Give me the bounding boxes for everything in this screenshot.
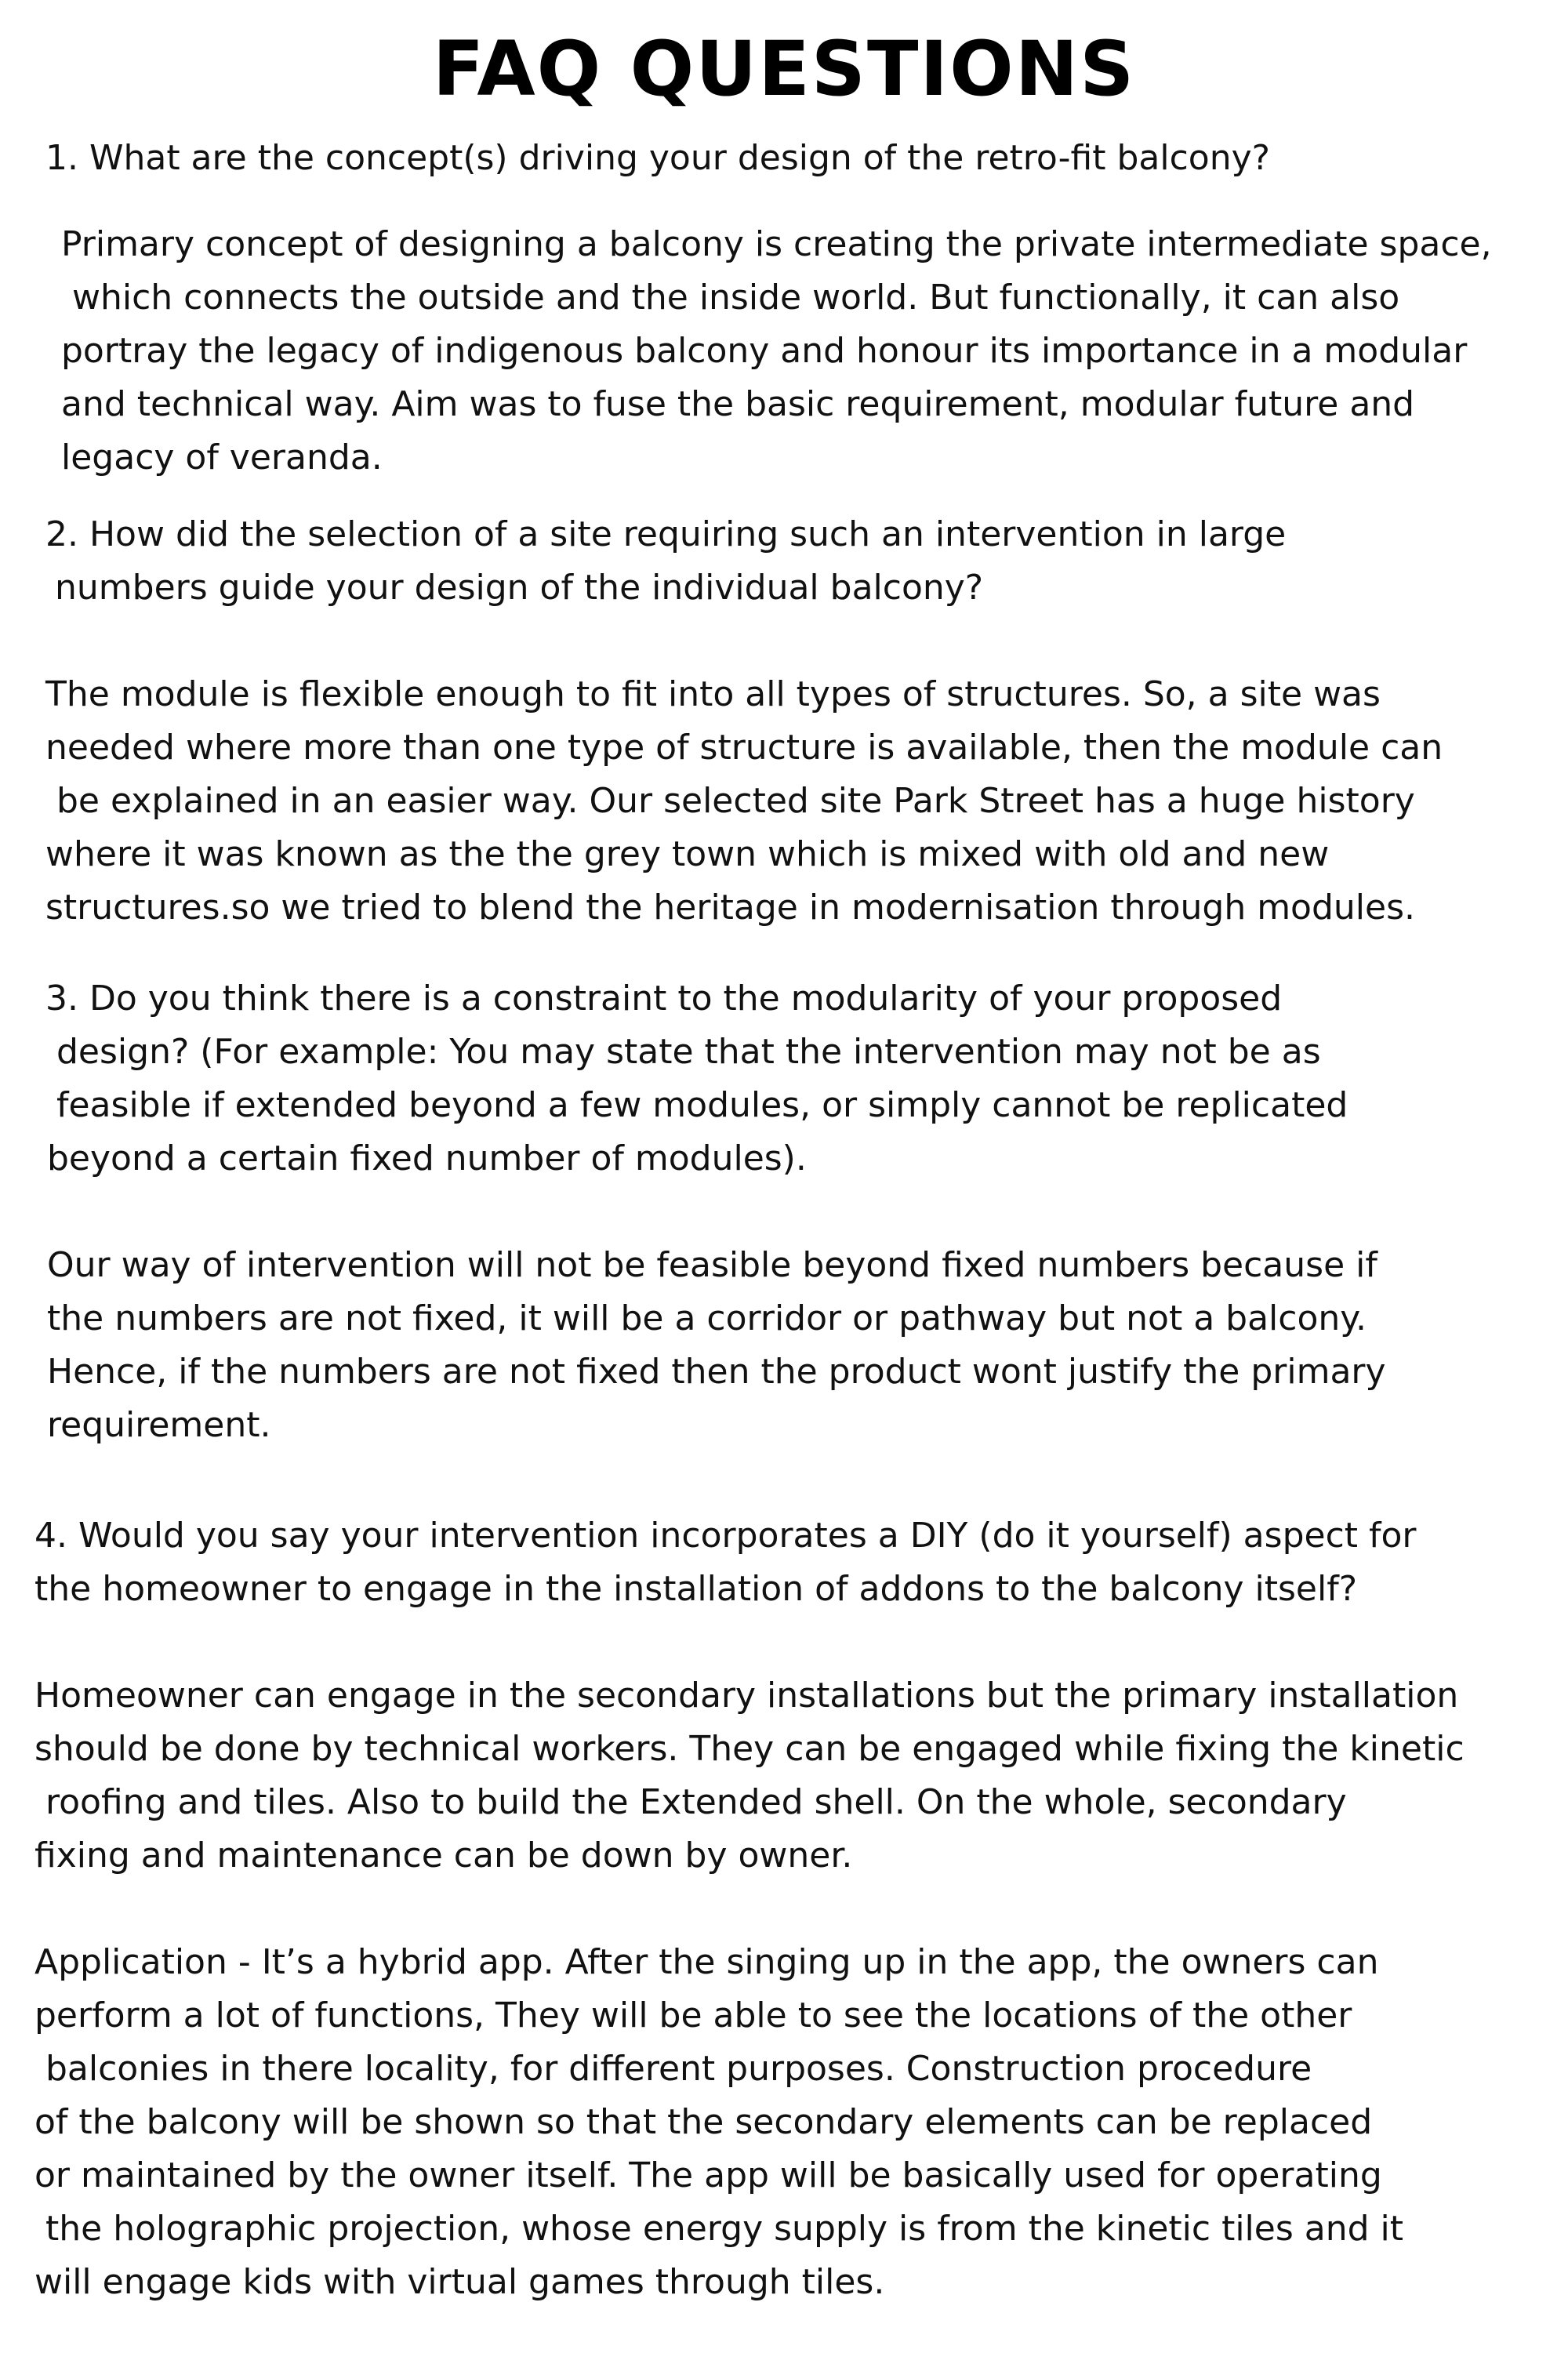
answer-4b-line-2: perform a lot of functions, They will be able to see the locations of the other [34,1995,1352,2035]
question-2-line-2: numbers guide your design of the individual balcony? [55,568,984,608]
answer-1-line-4: and technical way. Aim was to fuse the basic requirement, modular future and [61,384,1415,424]
answer-4b-line-5: or maintained by the owner itself. The app will be basically used for operating [34,2155,1382,2195]
question-3-line-2: design? (For example: You may state that the intervention may not be as [56,1032,1321,1072]
question-1-line-1: 1. What are the concept(s) driving your design of the retro-fit balcony? [45,138,1270,178]
answer-3-line-4: requirement. [47,1405,271,1445]
answer-3-line-2: the numbers are not fixed, it will be a corridor or pathway but not a balcony. [47,1298,1367,1338]
answer-4-line-2: should be done by technical workers. They can be engaged while fixing the kinetic [34,1729,1465,1769]
answer-1-line-1: Primary concept of designing a balcony is creating the private intermediate space, [61,224,1492,264]
question-4-line-2: the homeowner to engage in the installation of addons to the balcony itself? [34,1569,1358,1609]
answer-1-line-2: which connects the outside and the inside world. But functionally, it can also [72,278,1400,318]
answer-3-line-1: Our way of intervention will not be feasible beyond fixed numbers because if [47,1245,1377,1285]
question-2-line-1: 2. How did the selection of a site requiring such an intervention in large [45,514,1287,554]
answer-4b-line-4: of the balcony will be shown so that the secondary elements can be replaced [34,2102,1373,2142]
answer-4-line-1: Homeowner can engage in the secondary installations but the primary installation [34,1676,1459,1716]
question-3-line-4: beyond a certain fixed number of modules). [47,1138,807,1178]
answer-4b-line-3: balconies in there locality, for different purposes. Construction procedure [45,2049,1312,2089]
answer-2-line-3: be explained in an easier way. Our selected site Park Street has a huge history [56,781,1415,821]
answer-3-line-3: Hence, if the numbers are not fixed then the product wont justify the primary [47,1352,1386,1392]
answer-2-line-1: The module is flexible enough to fit into all types of structures. So, a site was [45,674,1381,714]
answer-4-line-4: fixing and maintenance can be down by owner. [34,1836,853,1876]
question-3-line-3: feasible if extended beyond a few modules, or simply cannot be replicated [56,1085,1348,1125]
answer-2-line-4: where it was known as the the grey town which is mixed with old and new [45,834,1330,874]
question-4-line-1: 4. Would you say your intervention incorporates a DIY (do it yourself) aspect for [34,1516,1417,1556]
question-3-line-1: 3. Do you think there is a constraint to the modularity of your proposed [45,979,1283,1019]
answer-4b-line-1: Application - It’s a hybrid app. After the singing up in the app, the owners can [34,1942,1379,1982]
answer-4-line-3: roofing and tiles. Also to build the Extended shell. On the whole, secondary [45,1782,1347,1822]
answer-1-line-3: portray the legacy of indigenous balcony and honour its importance in a modular [61,331,1468,371]
answer-1-line-5: legacy of veranda. [61,438,383,477]
answer-4b-line-7: will engage kids with virtual games through tiles. [34,2262,885,2302]
answer-2-line-5: structures.so we tried to blend the heritage in modernisation through modules. [45,888,1416,928]
answer-4b-line-6: the holographic projection, whose energy supply is from the kinetic tiles and it [45,2209,1404,2249]
answer-2-line-2: needed where more than one type of structure is available, then the module can [45,728,1443,768]
page-title: FAQ QUESTIONS [432,25,1136,113]
